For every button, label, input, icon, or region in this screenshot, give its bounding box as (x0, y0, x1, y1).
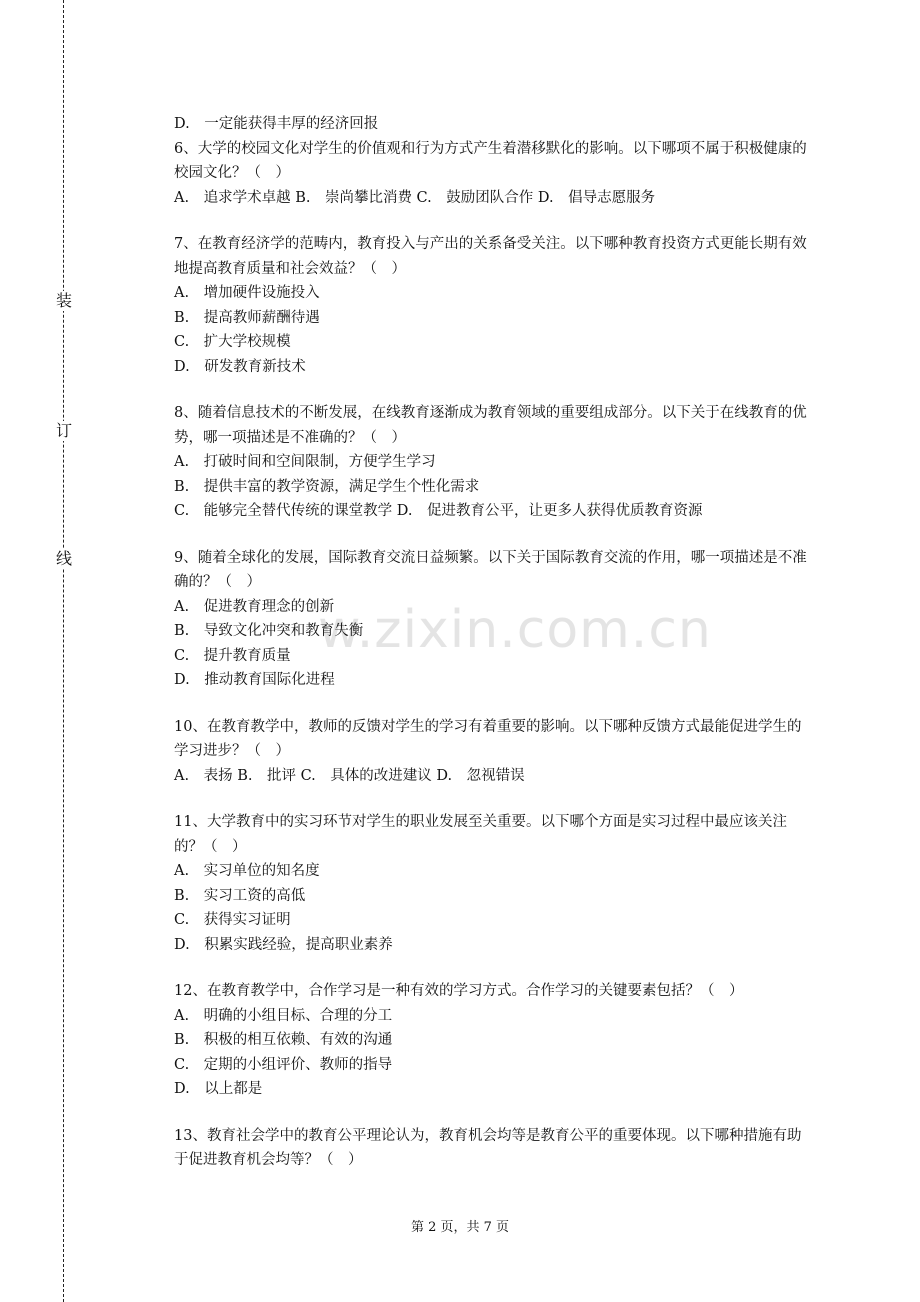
option-line: D. 以上都是 (174, 1081, 263, 1097)
option-line: A. 增加硬件设施投入 (174, 285, 320, 301)
option-line: B. 积极的相互依赖、有效的沟通 (174, 1032, 393, 1048)
question-block (174, 715, 814, 789)
binding-dashed-line (63, 0, 64, 1302)
question-stem: 9、随着全球化的发展，国际教育交流日益频繁。以下关于国际教育交流的作用，哪一项描述是不准确的？（ ） (174, 549, 807, 590)
option-line: A. 追求学术卓越 B. 崇尚攀比消费 C. 鼓励团队合作 D. 倡导志愿服务 (174, 189, 656, 206)
question-block (174, 137, 814, 211)
question-stem: 7、在教育经济学的范畴内，教育投入与产出的关系备受关注。以下哪种教育投资方式更能长期有效地提高教育质量和社会效益？（ ） (174, 236, 807, 277)
watermark: w.zixin.com.cn (318, 600, 712, 660)
question-block (174, 232, 814, 379)
option-line: C. 能够完全替代传统的课堂教学 D. 促进教育公平，让更多人获得优质教育资源 (174, 503, 703, 519)
page-footer: 第 2 页，共 7 页 (410, 1220, 510, 1235)
option-line: D. 一定能获得丰厚的经济回报 (174, 116, 379, 132)
question-block (174, 546, 814, 693)
question-stem: 11、大学教育中的实习环节对学生的职业发展至关重要。以下哪个方面是实习过程中最应该关注的？（ ） (174, 814, 787, 855)
question-5-tail (174, 112, 814, 137)
question-stem: 12、在教育教学中，合作学习是一种有效的学习方式。合作学习的关键要素包括？（ ） (174, 983, 744, 999)
question-block (174, 401, 814, 524)
option-line: A. 明确的小组目标、合理的分工 (174, 1007, 393, 1024)
binding-char-ding: 订 (55, 421, 72, 440)
question-stem: 10、在教育教学中，教师的反馈对学生的学习有着重要的影响。以下哪种反馈方式最能促进学生的学习进步？（ ） (174, 718, 802, 759)
option-line: C. 提升教育质量 (174, 647, 291, 664)
option-line: C. 扩大学校规模 (174, 334, 291, 350)
option-line: A. 实习单位的知名度 (174, 863, 320, 879)
option-line: D. 推动教育国际化进程 (174, 672, 335, 688)
question-block (174, 1124, 814, 1173)
question-block (174, 979, 814, 1102)
option-line: B. 提高教师薪酬待遇 (174, 309, 320, 326)
option-line: A. 表扬 B. 批评 C. 具体的改进建议 D. 忽视错误 (174, 767, 525, 784)
question-stem: 6、大学的校园文化对学生的价值观和行为方式产生着潜移默化的影响。以下哪项不属于积极健康的校园文化？（ ） (174, 140, 807, 181)
question-list (174, 112, 814, 1173)
option-line: A. 促进教育理念的创新 (174, 598, 335, 615)
question-stem: 13、教育社会学中的教育公平理论认为，教育机会均等是教育公平的重要体现。以下哪种措施有助于促进教育机会均等？（ ） (174, 1127, 802, 1168)
option-line: C. 定期的小组评价、教师的指导 (174, 1056, 393, 1073)
option-line: B. 导致文化冲突和教育失衡 (174, 623, 364, 639)
question-stem: 8、随着信息技术的不断发展，在线教育逐渐成为教育领域的重要组成部分。以下关于在线教育的优势，哪一项描述是不准确的？（ ） (174, 405, 807, 446)
option-line: D. 研发教育新技术 (174, 358, 306, 375)
option-line: D. 积累实践经验，提高职业素养 (174, 936, 393, 953)
option-line: B. 提供丰富的教学资源，满足学生个性化需求 (174, 478, 480, 495)
option-line: A. 打破时间和空间限制，方便学生学习 (174, 454, 436, 470)
binding-char-xian: 线 (55, 549, 72, 568)
binding-char-zhuang: 装 (55, 291, 72, 310)
option-line: C. 获得实习证明 (174, 912, 291, 928)
question-block (174, 810, 814, 957)
option-line: B. 实习工资的高低 (174, 887, 306, 904)
